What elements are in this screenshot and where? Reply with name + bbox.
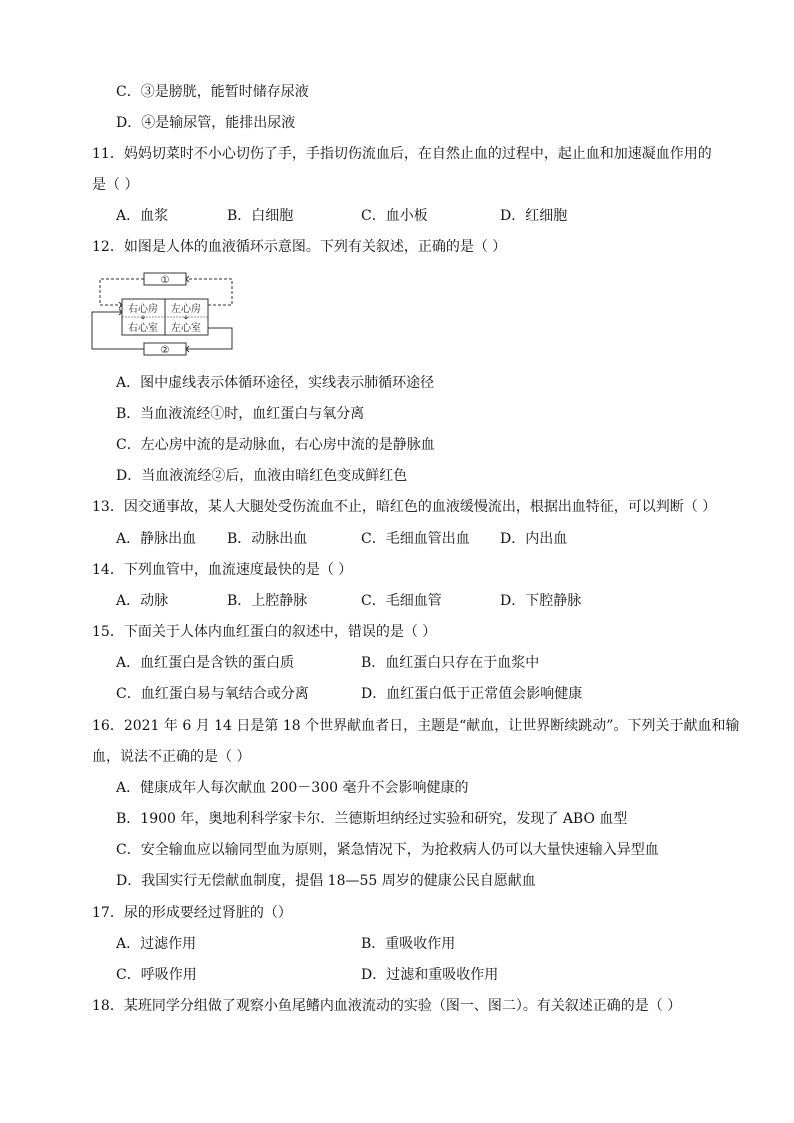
q17-option-a: A．过滤作用 (116, 936, 197, 952)
q14-option-b: B．上腔静脉 (227, 593, 308, 609)
q16-option-b: B．1900 年，奥地利科学家卡尔．兰德斯坦纳经过实验和研究，发现了 ABO 血型 (116, 811, 628, 827)
q12-option-b: B．当血液流经①时，血红蛋白与氧分离 (116, 406, 365, 422)
q12-option-a: A．图中虚线表示体循环途径，实线表示肺循环途径 (116, 375, 435, 391)
q17-option-d: D．过滤和重吸收作用 (361, 967, 499, 983)
q14-option-d: D．下腔静脉 (500, 593, 582, 609)
q16-stem-line1: 16．2021 年 6 月 14 日是第 18 个世界献血者日，主题是“献血，让世界断续跳动”。下列关于献血和输 (92, 718, 740, 734)
q13-option-a: A．静脉出血 (116, 531, 197, 547)
q11-option-d: D．红细胞 (500, 208, 568, 224)
q13-option-d: D．内出血 (500, 531, 568, 547)
q15-option-b: B．血红蛋白只存在于血浆中 (361, 655, 540, 671)
q15-option-c: C．血红蛋白易与氧结合或分离 (116, 686, 309, 702)
q11-stem-line1: 11．妈妈切菜时不小心切伤了手，手指切伤流血后，在自然止血的过程中，起止血和加速凝血作用的 (92, 146, 712, 162)
diagram-right-atrium: 右心房 (128, 304, 158, 315)
q16-stem-line2: 血，说法不正确的是（ ） (92, 749, 251, 765)
q11-option-a: A．血浆 (116, 208, 169, 224)
q14-stem: 14．下列血管中，血流速度最快的是（ ） (92, 562, 353, 578)
diagram-left-ventricle: 左心室 (171, 323, 201, 334)
q15-option-d: D．血红蛋白低于正常值会影响健康 (361, 686, 583, 702)
q13-stem: 13．因交通事故，某人大腿处受伤流血不止，暗红色的血液缓慢流出，根据出血特征，可以判断（ ） (92, 499, 717, 515)
q11-option-c: C．血小板 (361, 208, 428, 224)
q17-option-b: B．重吸收作用 (361, 936, 456, 952)
blood-circulation-diagram (90, 272, 240, 356)
q11-option-b: B．白细胞 (227, 208, 294, 224)
q16-option-d: D．我国实行无偿献血制度，提倡 18—55 周岁的健康公民自愿献血 (116, 873, 536, 889)
q17-stem: 17．尿的形成要经过肾脏的（） (92, 905, 292, 921)
q16-option-c: C．安全输血应以输同型血为原则，紧急情况下，为抢救病人仍可以大量快速输入异型血 (116, 842, 659, 858)
q14-option-c: C．毛细血管 (361, 593, 442, 609)
q13-option-b: B．动脉出血 (227, 531, 308, 547)
q14-option-a: A．动脉 (116, 593, 169, 609)
diagram-box-1-label: ① (160, 275, 170, 286)
q16-option-a: A．健康成年人每次献血 200－300 毫升不会影响健康的 (116, 780, 469, 796)
q11-stem-line2: 是（ ） (92, 177, 139, 193)
diagram-left-atrium: 左心房 (171, 304, 201, 315)
q15-option-a: A．血红蛋白是含铁的蛋白质 (116, 655, 295, 671)
q17-option-c: C．呼吸作用 (116, 967, 197, 983)
diagram-right-ventricle: 右心室 (128, 323, 158, 334)
q18-stem: 18．某班同学分组做了观察小鱼尾鳍内血液流动的实验（图一、图二）。有关叙述正确的是（ ） (92, 998, 682, 1014)
q12-option-d: D．当血液流经②后，血液由暗红色变成鲜红色 (116, 468, 408, 484)
q15-stem: 15．下面关于人体内血红蛋白的叙述中，错误的是（ ） (92, 624, 437, 640)
q10-option-d: D．④是输尿管，能排出尿液 (116, 115, 296, 131)
q12-option-c: C．左心房中流的是动脉血，右心房中流的是静脉血 (116, 437, 435, 453)
diagram-box-2-label: ② (160, 345, 170, 356)
q10-option-c: C．③是膀胱，能暂时储存尿液 (116, 84, 309, 100)
q13-option-c: C．毛细血管出血 (361, 531, 470, 547)
q12-stem: 12．如图是人体的血液循环示意图。下列有关叙述，正确的是（ ） (92, 239, 507, 255)
